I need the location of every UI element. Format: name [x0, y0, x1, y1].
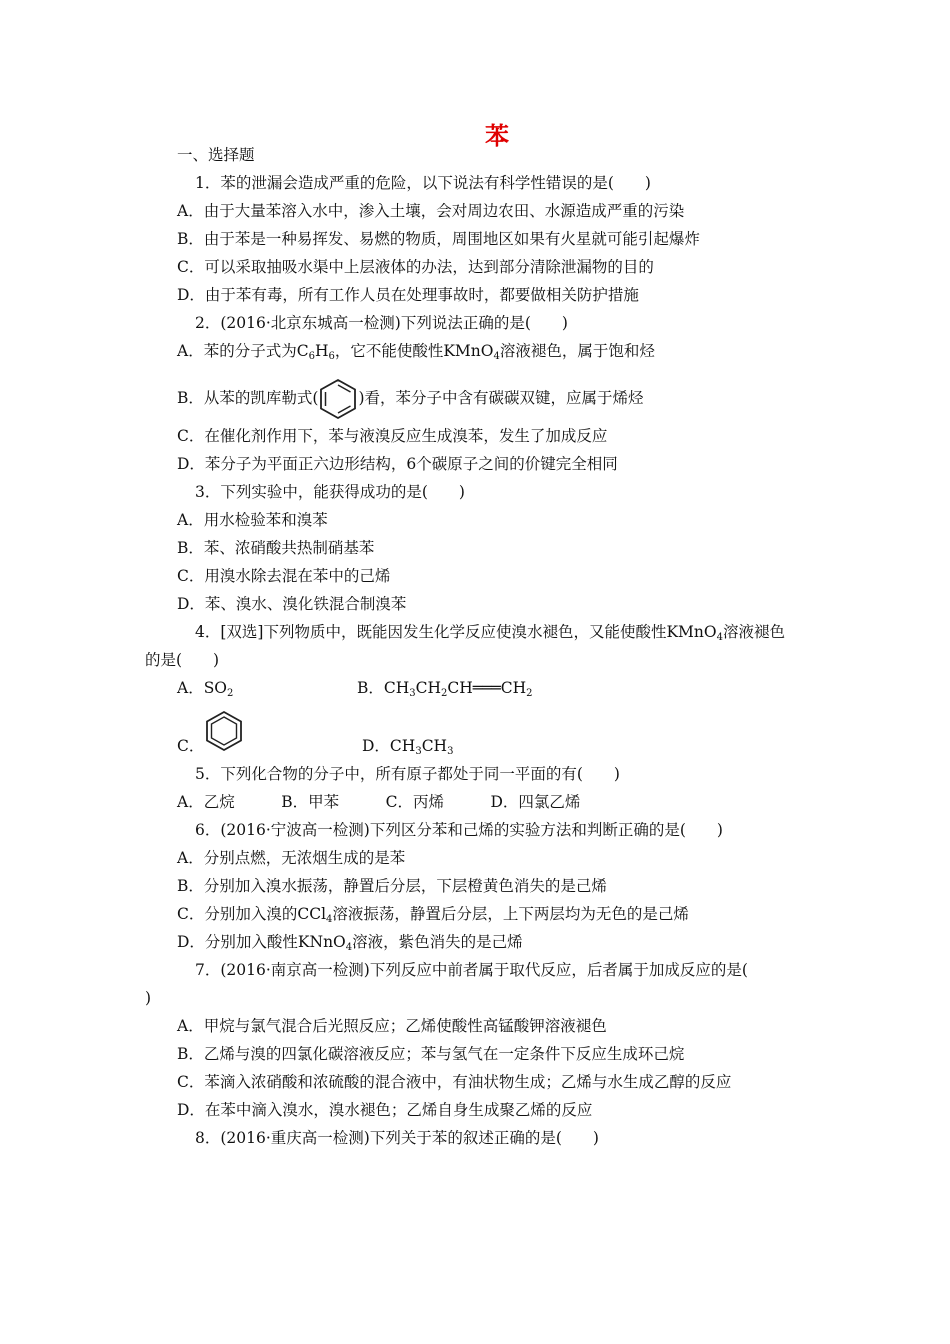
- question-4-stem: 4．[双选]下列物质中，既能因发生化学反应使溴水褪色，又能使酸性KMnO$_4$溶液褪色: [195, 623, 785, 643]
- question-1-option-a: A．由于大量苯溶入水中，渗入土壤，会对周边农田、水源造成严重的污染: [177, 202, 685, 220]
- question-1-stem: 1．苯的泄漏会造成严重的危险，以下说法有科学性错误的是( ): [195, 174, 651, 192]
- question-2-option-c: C．在催化剂作用下，苯与液溴反应生成溴苯，发生了加成反应: [177, 427, 608, 445]
- question-2-option-b: B．从苯的凯库勒式( )看，苯分子中含有碳碳双键，应属于烯烃: [177, 374, 644, 422]
- question-7-option-b: B．乙烯与溴的四氯化碳溶液反应；苯与氢气在一定条件下反应生成环己烷: [177, 1045, 685, 1063]
- question-3-stem: 3．下列实验中，能获得成功的是( ): [195, 483, 465, 501]
- question-7-stem-continued: ): [145, 989, 152, 1007]
- question-3-option-c: C．用溴水除去混在苯中的己烯: [177, 567, 391, 585]
- question-2-stem: 2．(2016·北京东城高一检测)下列说法正确的是( ): [195, 314, 568, 332]
- question-1-option-d: D．由于苯有毒，所有工作人员在处理事故时，都要做相关防护措施: [177, 286, 639, 304]
- question-2-option-a: A．苯的分子式为$C_6H_6$，它不能使酸性KMnO$_4$溶液褪色，属于饱和烃: [177, 342, 655, 362]
- question-3-option-a: A．用水检验苯和溴苯: [177, 511, 328, 529]
- question-7-option-a: A．甲烷与氯气混合后光照反应；乙烯使酸性高锰酸钾溶液褪色: [177, 1017, 607, 1035]
- question-7-option-c: C．苯滴入浓硝酸和浓硫酸的混合液中，有油状物生成；乙烯与水生成乙醇的反应: [177, 1073, 732, 1091]
- question-4-option-c: C．: [177, 737, 205, 755]
- question-3-option-d: D．苯、溴水、溴化铁混合制溴苯: [177, 595, 407, 613]
- question-1-option-b: B．由于苯是一种易挥发、易燃的物质，周围地区如果有火星就可能引起爆炸: [177, 230, 700, 248]
- question-4-option-b: B．$CH_3CH_2CH═══CH_2$: [357, 679, 533, 699]
- question-7-option-d: D．在苯中滴入溴水，溴水褪色；乙烯自身生成聚乙烯的反应: [177, 1101, 593, 1119]
- question-1-option-c: C．可以采取抽吸水渠中上层液体的办法，达到部分清除泄漏物的目的: [177, 258, 654, 276]
- question-6-option-b: B．分别加入溴水振荡，静置后分层，下层橙黄色消失的是己烯: [177, 877, 607, 895]
- question-7-stem: 7．(2016·南京高一检测)下列反应中前者属于取代反应，后者属于加成反应的是(: [195, 961, 748, 979]
- benzene-kekule-structure-icon: [318, 378, 358, 420]
- question-4-option-d: D．$CH_3CH_3$: [362, 737, 454, 757]
- question-3-option-b: B．苯、浓硝酸共热制硝基苯: [177, 539, 375, 557]
- benzene-ring-icon: [204, 710, 244, 752]
- question-4-option-a: A．$SO_2$: [177, 679, 234, 699]
- question-8-stem: 8．(2016·重庆高一检测)下列关于苯的叙述正确的是( ): [195, 1129, 599, 1147]
- question-5-stem: 5．下列化合物的分子中，所有原子都处于同一平面的有( ): [195, 765, 620, 783]
- question-5-options: A．乙烷 B．甲苯 C．丙烯 D．四氯乙烯: [177, 793, 581, 811]
- question-4-stem-continued: 的是( ): [145, 651, 220, 669]
- question-6-option-a: A．分别点燃，无浓烟生成的是苯: [177, 849, 406, 867]
- page-title: 苯: [485, 121, 509, 150]
- question-6-option-d: D．分别加入酸性KNnO$_4$溶液，紫色消失的是己烯: [177, 933, 523, 953]
- question-6-stem: 6．(2016·宁波高一检测)下列区分苯和己烯的实验方法和判断正确的是( ): [195, 821, 723, 839]
- question-2-option-d: D．苯分子为平面正六边形结构，6个碳原子之间的价键完全相同: [177, 455, 618, 473]
- question-6-option-c: C．分别加入溴的CCl$_4$溶液振荡，静置后分层，上下两层均为无色的是己烯: [177, 905, 689, 925]
- section-heading: 一、选择题: [177, 146, 255, 164]
